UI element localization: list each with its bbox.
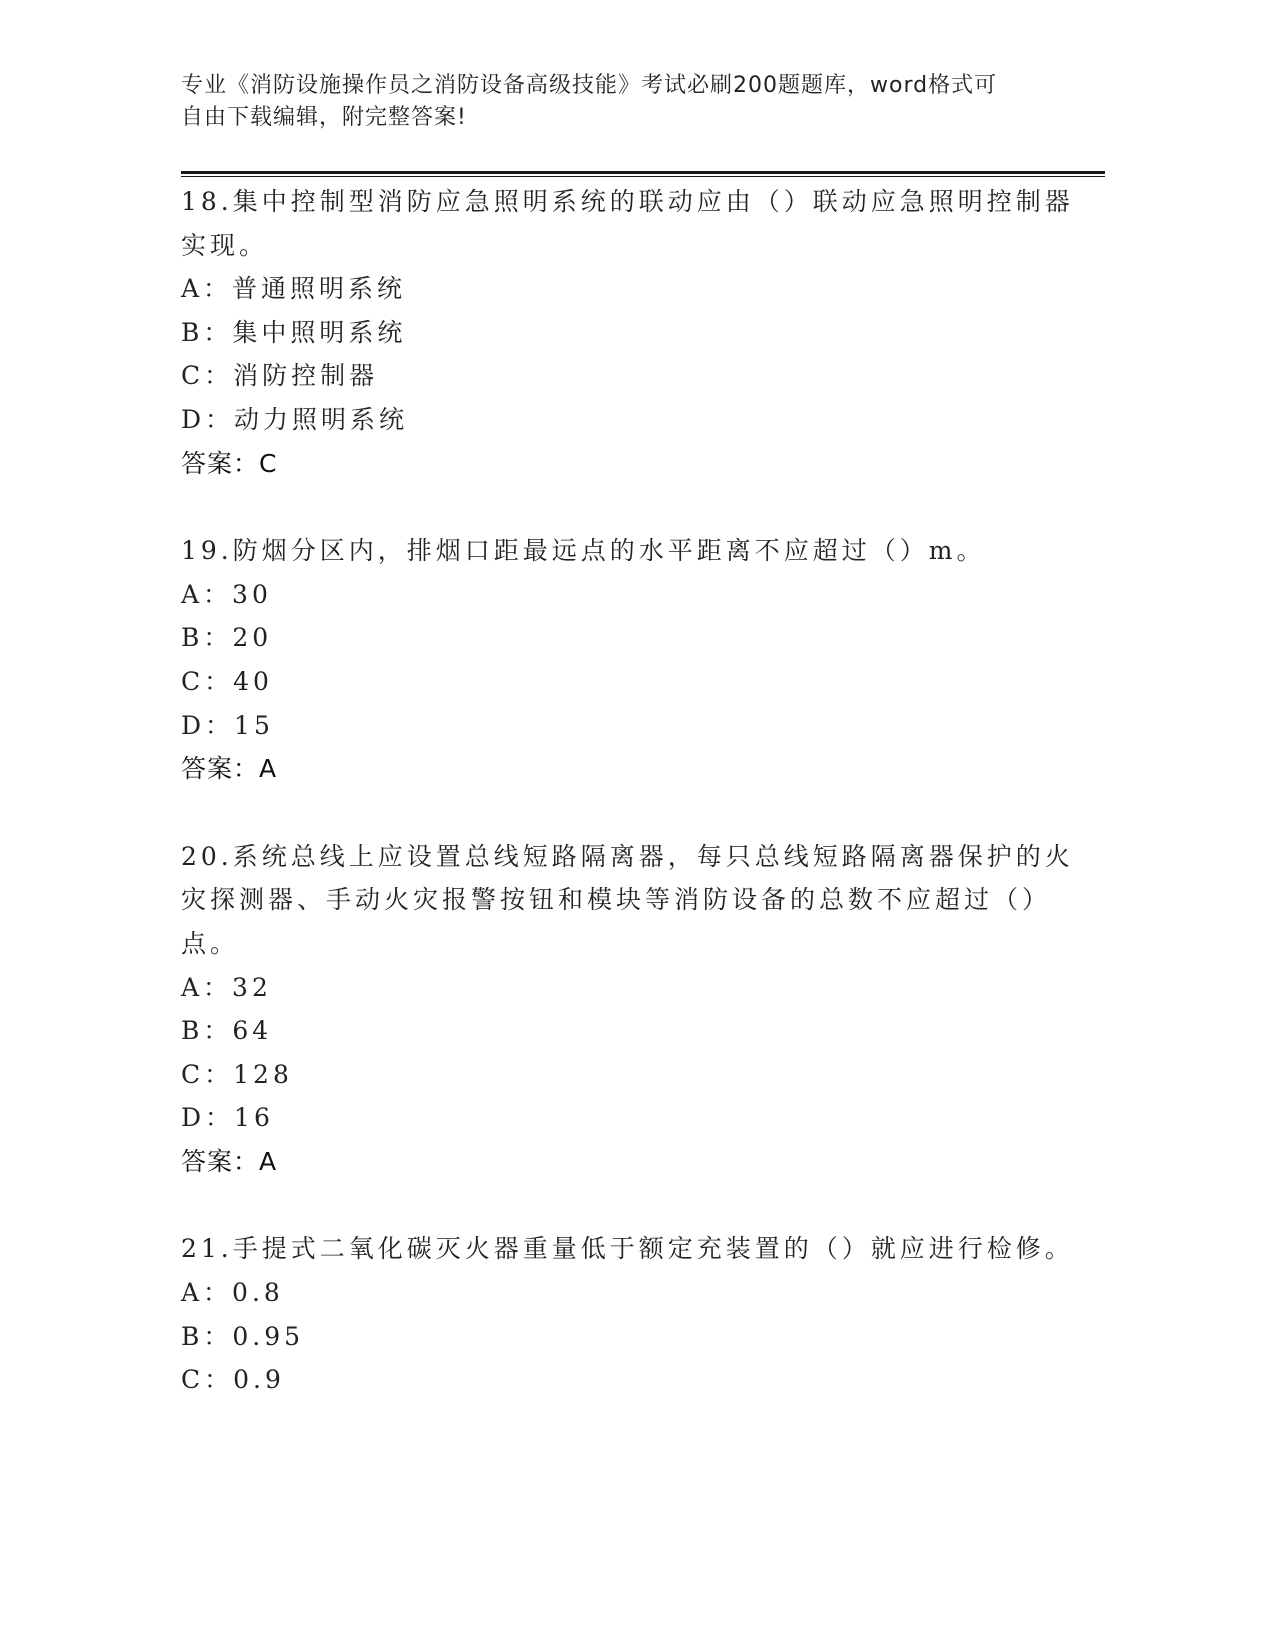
answer: 答案：A bbox=[181, 754, 278, 784]
question-stem-continued: 实现。 bbox=[181, 230, 269, 260]
option-a: A：30 bbox=[181, 579, 272, 609]
option-c: C：128 bbox=[181, 1059, 293, 1089]
question-stem-continued: 点。 bbox=[181, 928, 240, 958]
header-divider-thin bbox=[181, 176, 1105, 177]
question-stem: 21.手提式二氧化碳灭火器重量低于额定充装置的（）就应进行检修。 bbox=[181, 1234, 1074, 1264]
question-stem-continued: 灾探测器、手动火灾报警按钮和模块等消防设备的总数不应超过（） bbox=[181, 885, 1052, 915]
option-a: A：普通照明系统 bbox=[181, 274, 407, 304]
question-19 bbox=[181, 529, 1061, 791]
option-d: D：15 bbox=[181, 710, 274, 740]
option-b: B：0.95 bbox=[181, 1321, 305, 1351]
question-list bbox=[181, 180, 1074, 1446]
option-a: A：32 bbox=[181, 972, 272, 1002]
question-18 bbox=[181, 180, 1074, 485]
question-21 bbox=[181, 1227, 1074, 1401]
option-b: B：20 bbox=[181, 623, 273, 653]
header-line-1: 专业《消防设施操作员之消防设备高级技能》考试必刷200题题库，word格式可 bbox=[181, 73, 998, 98]
option-b: B：集中照明系统 bbox=[181, 317, 407, 347]
option-c: C：0.9 bbox=[181, 1365, 285, 1395]
question-stem: 18.集中控制型消防应急照明系统的联动应由（）联动应急照明控制器 bbox=[181, 187, 1074, 216]
option-d: D：动力照明系统 bbox=[181, 404, 409, 434]
answer: 答案：C bbox=[181, 448, 278, 478]
document-header bbox=[181, 70, 1061, 134]
question-20 bbox=[181, 835, 1074, 1184]
option-a: A：0.8 bbox=[181, 1278, 284, 1308]
header-divider-thick bbox=[181, 171, 1105, 174]
option-c: C：40 bbox=[181, 666, 273, 696]
answer: 答案：A bbox=[181, 1146, 278, 1176]
option-b: B：64 bbox=[181, 1016, 273, 1046]
question-stem: 19.防烟分区内，排烟口距最远点的水平距离不应超过（）m。 bbox=[181, 536, 986, 566]
question-stem: 20.系统总线上应设置总线短路隔离器，每只总线短路隔离器保护的火 bbox=[181, 841, 1074, 871]
option-d: D：16 bbox=[181, 1103, 274, 1133]
option-c: C：消防控制器 bbox=[181, 361, 379, 391]
header-line-2: 自由下载编辑，附完整答案! bbox=[181, 105, 467, 130]
